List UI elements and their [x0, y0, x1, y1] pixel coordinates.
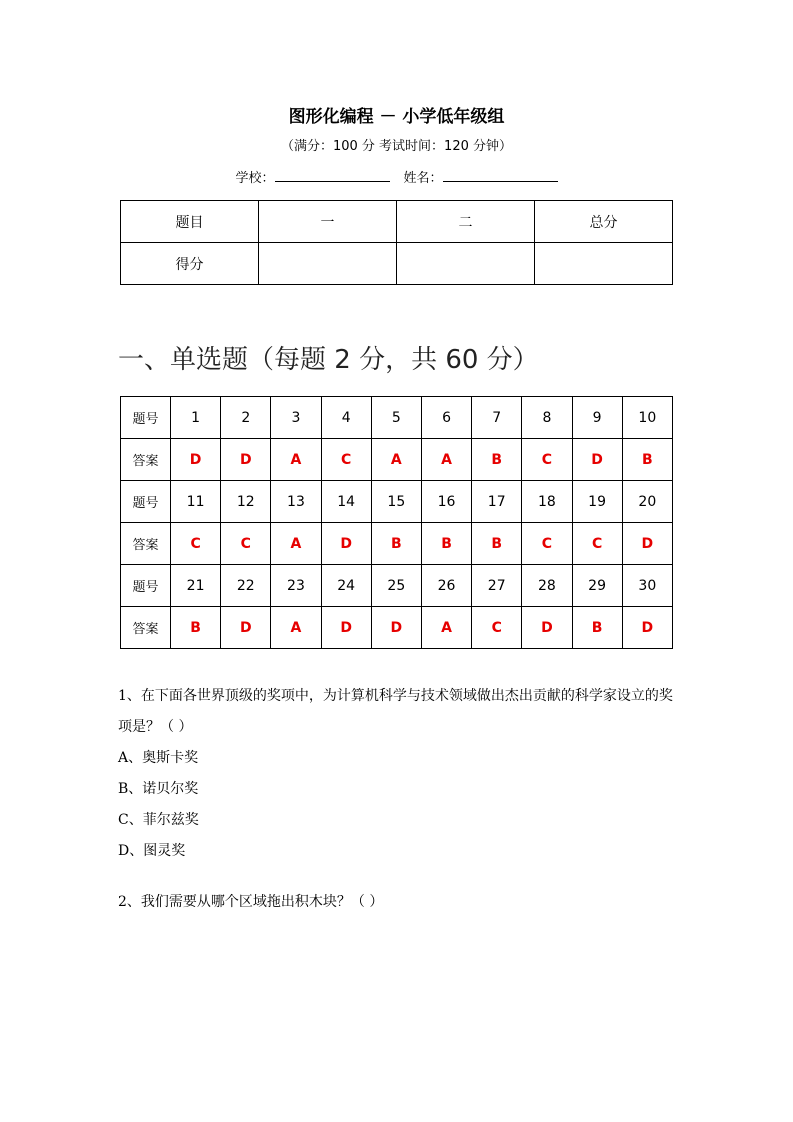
score-header-cell: 总分	[535, 201, 673, 243]
answer-row	[121, 439, 673, 481]
answer-cell: D	[171, 439, 221, 481]
score-header-cell: 二	[397, 201, 535, 243]
answer-cell: C	[522, 523, 572, 565]
answer-cell: D	[321, 523, 371, 565]
school-blank[interactable]	[275, 168, 390, 182]
question-number-cell: 30	[622, 565, 672, 607]
answer-row	[121, 607, 673, 649]
answer-option[interactable]: C、菲尔兹奖	[118, 812, 199, 828]
question-number-cell: 13	[271, 481, 321, 523]
name-label: 姓名：	[403, 171, 443, 186]
answer-cell: D	[221, 439, 271, 481]
answer-option[interactable]: D、图灵奖	[118, 843, 186, 859]
question-number-cell: 20	[622, 481, 672, 523]
answer-cell: A	[271, 523, 321, 565]
question-number-cell: 1	[171, 397, 221, 439]
question-number-cell: 22	[221, 565, 271, 607]
question-number-row	[121, 481, 673, 523]
answer-option[interactable]: A、奥斯卡奖	[118, 750, 199, 766]
number-row-label: 题号	[121, 397, 171, 439]
answer-cell: A	[371, 439, 421, 481]
answer-cell: D	[371, 607, 421, 649]
answer-row-label: 答案	[121, 607, 171, 649]
answer-cell: B	[472, 439, 522, 481]
answer-cell: A	[421, 439, 471, 481]
answer-cell: C	[221, 523, 271, 565]
answer-cell: D	[221, 607, 271, 649]
question-number-cell: 3	[271, 397, 321, 439]
score-table	[120, 200, 673, 285]
answer-row	[121, 523, 673, 565]
answer-row-label: 答案	[121, 523, 171, 565]
score-table-header-row	[121, 201, 673, 243]
answer-cell: B	[572, 607, 622, 649]
question-number-cell: 17	[472, 481, 522, 523]
number-row-label: 题号	[121, 565, 171, 607]
answer-cell: B	[371, 523, 421, 565]
answer-option[interactable]: B、诺贝尔奖	[118, 781, 199, 797]
answer-cell: C	[522, 439, 572, 481]
answer-cell: A	[271, 439, 321, 481]
question-2	[118, 887, 678, 918]
answer-cell: B	[472, 523, 522, 565]
question-number-cell: 19	[572, 481, 622, 523]
answer-cell: D	[522, 607, 572, 649]
score-table-score-row	[121, 243, 673, 285]
answer-cell: A	[421, 607, 471, 649]
question-number-cell: 18	[522, 481, 572, 523]
score-header-cell: 题目	[121, 201, 259, 243]
answer-cell: C	[572, 523, 622, 565]
score-cell[interactable]	[535, 243, 673, 285]
question-number-cell: 2	[221, 397, 271, 439]
score-cell[interactable]	[397, 243, 535, 285]
score-header-cell: 一	[259, 201, 397, 243]
question-number-row	[121, 565, 673, 607]
question-number-cell: 16	[421, 481, 471, 523]
question-number-cell: 12	[221, 481, 271, 523]
question-number-cell: 28	[522, 565, 572, 607]
question-number-cell: 23	[271, 565, 321, 607]
student-info-line	[0, 168, 793, 189]
answer-cell: C	[171, 523, 221, 565]
number-row-label: 题号	[121, 481, 171, 523]
question-number-cell: 24	[321, 565, 371, 607]
answer-cell: A	[271, 607, 321, 649]
exam-subtitle: （满分：100 分 考试时间：120 分钟）	[280, 139, 513, 154]
question-number-cell: 4	[321, 397, 371, 439]
answer-cell: B	[421, 523, 471, 565]
question-number-cell: 10	[622, 397, 672, 439]
question-number-cell: 25	[371, 565, 421, 607]
answer-cell: C	[321, 439, 371, 481]
question-text: 1、在下面各世界顶级的奖项中，为计算机科学与技术领域做出杰出贡献的科学家设立的奖项是？（ ）	[118, 688, 673, 735]
answer-cell: D	[622, 523, 672, 565]
question-number-cell: 11	[171, 481, 221, 523]
question-number-cell: 21	[171, 565, 221, 607]
answer-cell: D	[321, 607, 371, 649]
question-number-cell: 14	[321, 481, 371, 523]
school-label: 学校：	[235, 171, 275, 186]
answer-cell: C	[472, 607, 522, 649]
answer-cell: B	[171, 607, 221, 649]
question-number-cell: 29	[572, 565, 622, 607]
answer-row-label: 答案	[121, 439, 171, 481]
section-heading: 一、单选题（每题 2 分，共 60 分）	[118, 345, 539, 375]
page-title: 图形化编程 － 小学低年级组	[288, 107, 505, 127]
question-number-cell: 27	[472, 565, 522, 607]
answer-cell: B	[622, 439, 672, 481]
question-number-cell: 26	[421, 565, 471, 607]
score-row-label: 得分	[121, 243, 259, 285]
answer-cell: D	[622, 607, 672, 649]
question-number-cell: 7	[472, 397, 522, 439]
answer-key-table	[120, 396, 673, 649]
question-1	[118, 681, 678, 867]
question-number-row	[121, 397, 673, 439]
name-blank[interactable]	[443, 168, 558, 182]
question-number-cell: 15	[371, 481, 421, 523]
question-number-cell: 6	[421, 397, 471, 439]
question-number-cell: 8	[522, 397, 572, 439]
score-cell[interactable]	[259, 243, 397, 285]
question-number-cell: 9	[572, 397, 622, 439]
question-text: 2、我们需要从哪个区域拖出积木块？（ ）	[118, 894, 384, 910]
question-number-cell: 5	[371, 397, 421, 439]
answer-cell: D	[572, 439, 622, 481]
